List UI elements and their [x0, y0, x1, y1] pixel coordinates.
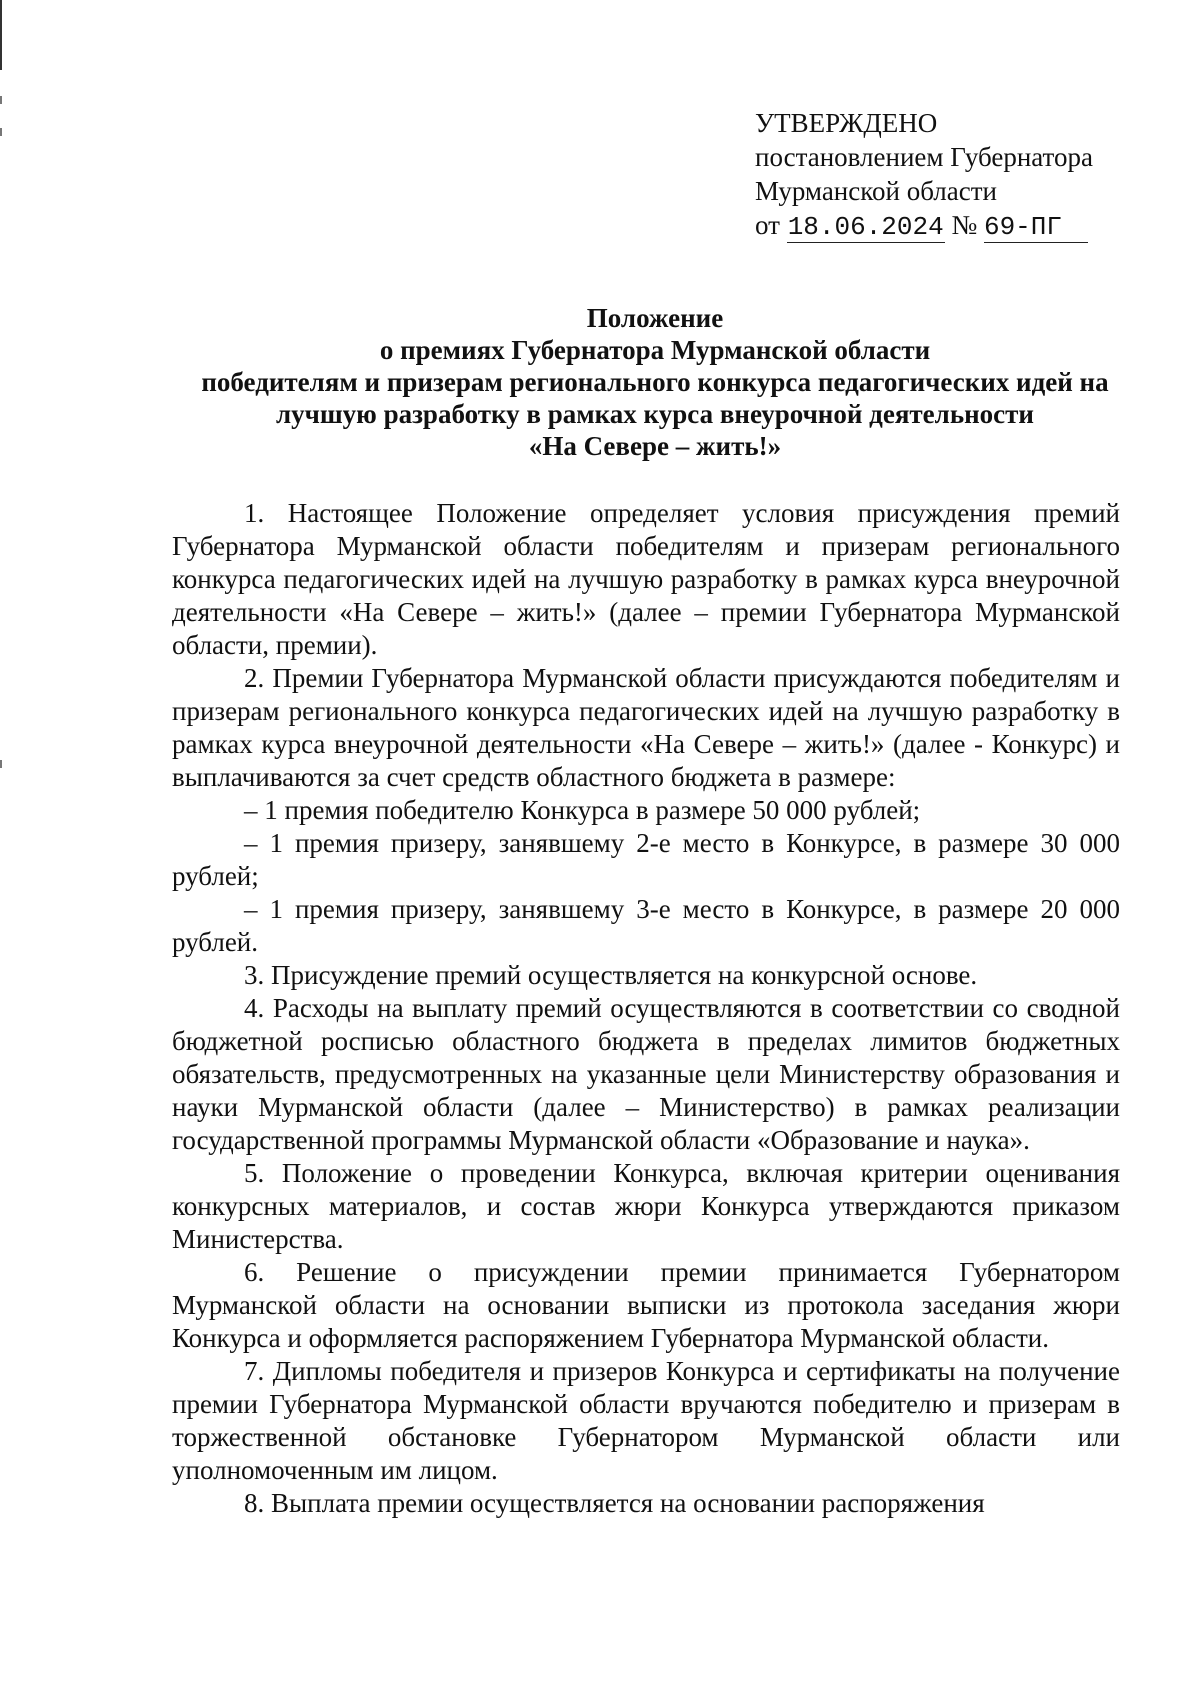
- date-prefix: от: [755, 210, 780, 240]
- prize-item-3: – 1 премия призеру, занявшему 3-е место в Конкурсе, в размере 20 000 рублей.: [172, 894, 1120, 957]
- approval-stamp-block: [755, 106, 1155, 242]
- paragraph-6: 6. Решение о присуждении премии принимается Губернатором Мурманской области на основании выписки из протокола заседания жюри Конкурса и оформляется распоряжением Губернатора Мурманской области.: [172, 1257, 1120, 1353]
- prize-item-2: – 1 премия призеру, занявшему 2-е место в Конкурсе, в размере 30 000 рублей;: [172, 828, 1120, 891]
- scan-tick-mark: [0, 96, 2, 104]
- title-line-5: «На Севере – жить!»: [528, 431, 782, 461]
- title-line-1: Положение: [586, 303, 724, 333]
- approval-date-line: [755, 208, 1155, 242]
- prize-item-1: – 1 премия победителю Конкурса в размере 50 000 рублей;: [244, 795, 921, 825]
- paragraph-7: 7. Дипломы победителя и призеров Конкурса и сертификаты на получение премии Губернатора Мурманской области вручаются победителю и призерам в торжественной обстановке Губернатором Мурманской области или уполномоченным им лицом.: [172, 1356, 1120, 1485]
- paragraph-5: 5. Положение о проведении Конкурса, включая критерии оценивания конкурсных материалов, и состав жюри Конкурса утверждаются приказом Министерства.: [172, 1158, 1120, 1254]
- paragraph-8: 8. Выплата премии осуществляется на основании распоряжения: [244, 1488, 985, 1518]
- document-body: [172, 497, 1120, 1520]
- scan-edge-mark: [0, 0, 2, 70]
- number-sign: №: [951, 210, 978, 240]
- approval-line-2: Мурманской области: [755, 176, 997, 206]
- title-line-4: лучшую разработку в рамках курса внеурочной деятельности: [276, 399, 1034, 429]
- decree-number: 69-ПГ: [984, 212, 1088, 243]
- title-line-3: победителям и призерам регионального конкурса педагогических идей на: [201, 367, 1109, 397]
- scan-tick-mark: [0, 760, 2, 768]
- title-line-2: о премиях Губернатора Мурманской области: [379, 335, 931, 365]
- paragraph-1: 1. Настоящее Положение определяет условия присуждения премий Губернатора Мурманской области победителям и призерам регионального конкурса педагогических идей на лучшую разработку в рамках курса внеурочной деятельности «На Севере – жить!» (далее – премии Губернатора Мурманской области, премии).: [172, 498, 1120, 660]
- paragraph-3: 3. Присуждение премий осуществляется на конкурсной основе.: [244, 960, 978, 990]
- document-title: [160, 302, 1150, 462]
- approval-line-1: постановлением Губернатора: [755, 142, 1093, 172]
- paragraph-2: 2. Премии Губернатора Мурманской области присуждаются победителям и призерам регионального конкурса педагогических идей на лучшую разработку в рамках курса внеурочной деятельности «На Севере – жить!» (далее - Конкурс) и выплачиваются за счет средств областного бюджета в размере:: [172, 663, 1120, 792]
- approval-heading: УТВЕРЖДЕНО: [755, 108, 938, 138]
- paragraph-4: 4. Расходы на выплату премий осуществляются в соответствии со сводной бюджетной росписью областного бюджета в пределах лимитов бюджетных обязательств, предусмотренных на указанные цели Министерству образования и науки Мурманской области (далее – Министерство) в рамках реализации государственной программы Мурманской области «Образование и наука».: [172, 993, 1120, 1155]
- decree-date: 18.06.2024: [787, 212, 944, 242]
- scan-tick-mark: [0, 128, 2, 136]
